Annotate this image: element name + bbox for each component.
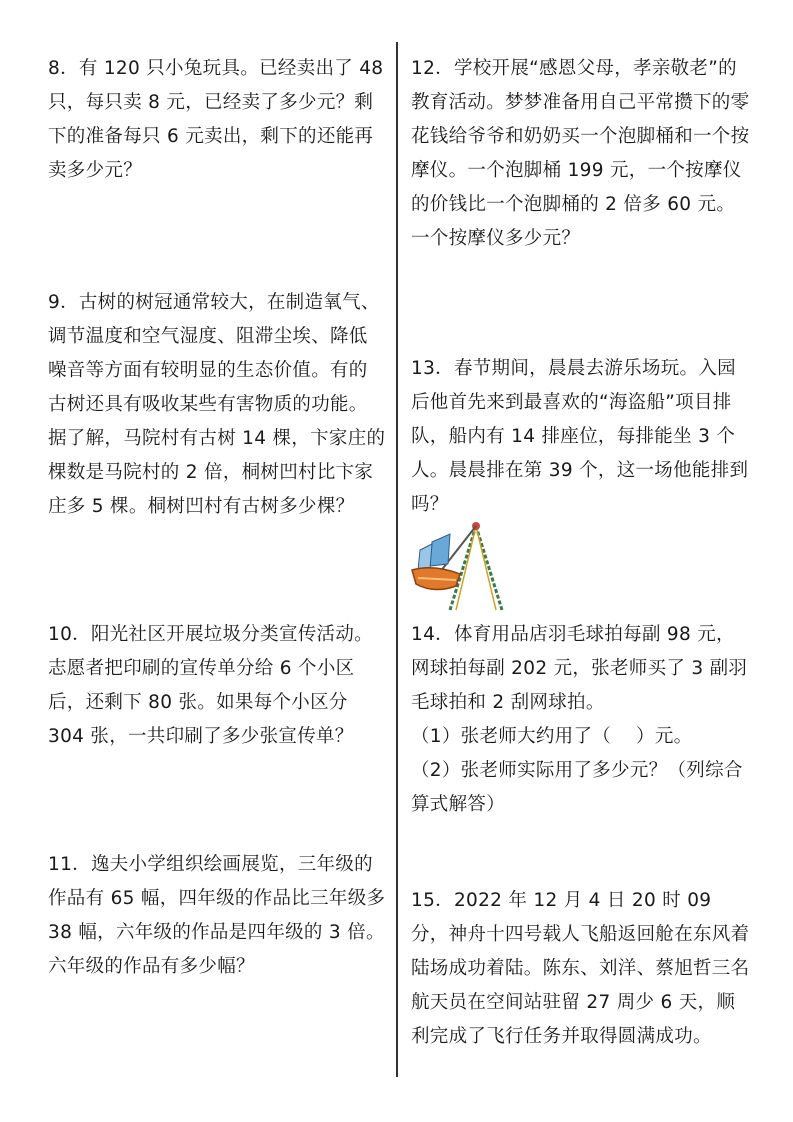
- problem-14-subquestion-2: （2）张老师实际用了多少元？（列综合算式解答）: [411, 760, 743, 815]
- problem-12: [411, 52, 751, 256]
- problem-8: [48, 52, 386, 188]
- problem-9-text: 9．古树的树冠通常较大，在制造氧气、调节温度和空气湿度、阻滞尘埃、降低噪音等方面有较明显的生态价值。有的古树还具有吸收某些有害物质的功能。据了解，马院村有古树 14 棵，卞家庄的棵数是马院村的 2 倍，桐树凹村比卞家庄多 5 棵。桐树凹村有古树多少棵？: [48, 292, 386, 517]
- problem-10: [48, 618, 386, 754]
- problem-14: [411, 618, 751, 822]
- problem-15-text: 15．2022 年 12 月 4 日 20 时 09 分，神舟十四号载人飞船返回舱在东风着陆场成功着陆。陈东、刘洋、蔡旭哲三名航天员在空间站驻留 27 周少 6 天，顺利完成了飞行任务并取得圆满成功。: [411, 890, 750, 1047]
- problem-9: [48, 286, 386, 524]
- pirate-ship-ride-illustration: [410, 520, 510, 612]
- problem-11-text: 11．逸夫小学组织绘画展览，三年级的作品有 65 幅，四年级的作品比三年级多 38 幅，六年级的作品是四年级的 3 倍。六年级的作品有多少幅？: [48, 854, 386, 977]
- problem-15: [411, 884, 751, 1054]
- problem-12-text: 12．学校开展“感恩父母，孝亲敬老”的教育活动。梦梦准备用自己平常攒下的零花钱给爷爷和奶奶买一个泡脚桶和一个按摩仪。一个泡脚桶 199 元，一个按摩仪的价钱比一个泡脚桶的 2 倍多 60 元。一个按摩仪多少元？: [411, 58, 750, 249]
- problem-14-text: 14．体育用品店羽毛球拍每副 98 元，网球拍每副 202 元，张老师买了 3 副羽毛球拍和 2 刮网球拍。: [411, 624, 748, 713]
- problem-10-text: 10．阳光社区开展垃圾分类宣传活动。志愿者把印刷的宣传单分给 6 个小区后，还剩下 80 张。如果每个小区分 304 张，一共印刷了多少张宣传单？: [48, 624, 373, 747]
- problem-14-subquestion-1: （1）张老师大约用了（ ）元。: [411, 726, 693, 747]
- problem-13: [411, 352, 751, 522]
- problem-13-text: 13．春节期间，晨晨去游乐场玩。入园后他首先来到最喜欢的“海盗船”项目排队，船内有 14 排座位，每排能坐 3 个人。晨晨排在第 39 个，这一场他能排到吗？: [411, 358, 749, 515]
- problem-11: [48, 848, 386, 984]
- column-divider: [396, 42, 398, 1077]
- problem-8-text: 8．有 120 只小兔玩具。已经卖出了 48 只，每只卖 8 元，已经卖了多少元？剩下的准备每只 6 元卖出，剩下的还能再卖多少元？: [48, 58, 384, 181]
